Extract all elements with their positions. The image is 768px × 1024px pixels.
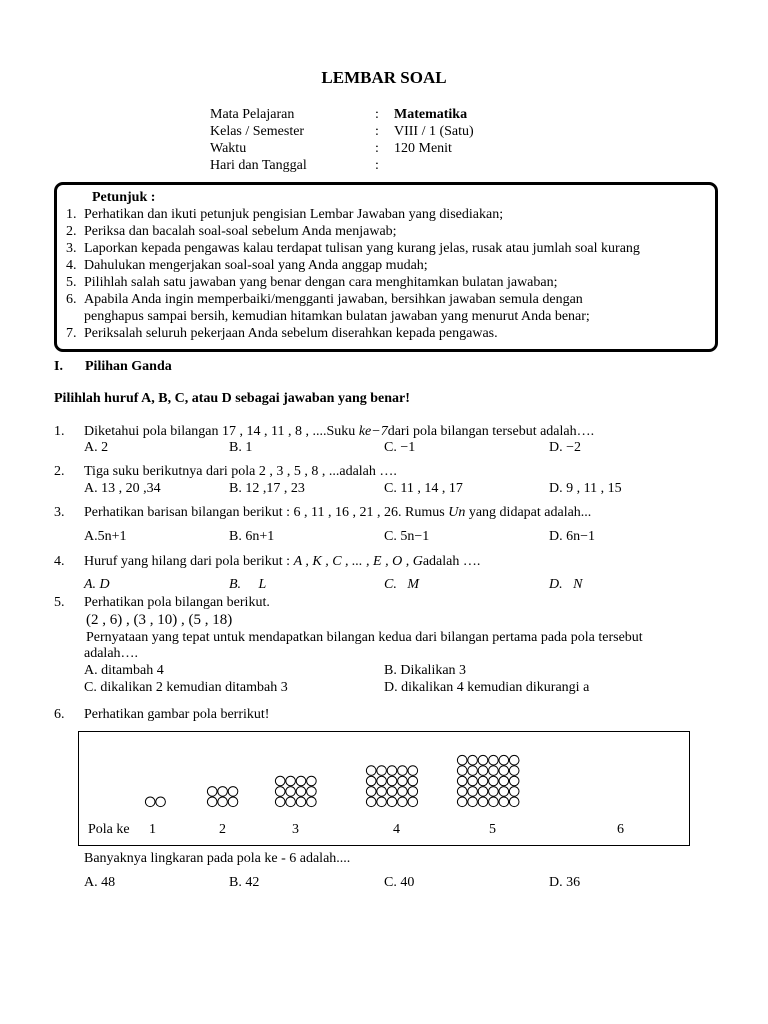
header-label: Hari dan Tanggal — [210, 158, 307, 173]
instruction-item — [66, 206, 503, 223]
q6-question: Banyaknya lingkaran pada pola ke - 6 adalah.... — [84, 851, 351, 866]
instruction-text: Laporkan kepada pengawas kalau terdapat tulisan yang kurang jelas, rusak atau jumlah soal kurang — [84, 241, 640, 256]
instruction-item — [66, 257, 428, 274]
pattern-circle — [207, 787, 217, 797]
pattern-circle — [366, 776, 376, 786]
pattern-circle — [377, 787, 387, 797]
option-d: D. dikalikan 4 kemudian dikurangi a — [384, 680, 590, 695]
pattern-circle — [398, 787, 408, 797]
option-d: D. 36 — [549, 875, 581, 890]
instruction-num: 1. — [66, 207, 77, 222]
instruction-item — [66, 223, 397, 240]
pattern-circle — [366, 766, 376, 776]
figure-label: Pola ke — [88, 822, 130, 837]
pattern-circle — [478, 787, 488, 797]
question-number: 6. — [54, 707, 65, 722]
circle-pattern-3 — [275, 776, 316, 806]
pattern-circle — [296, 776, 306, 786]
instruction-item — [66, 274, 558, 291]
pattern-circle — [377, 797, 387, 807]
option-a: A. 48 — [84, 875, 116, 890]
pattern-circle — [509, 755, 519, 765]
directive: Pilihlah huruf A, B, C, atau D sebagai jawaban yang benar! — [54, 391, 410, 406]
instruction-num: 5. — [66, 275, 77, 290]
pattern-circle — [509, 776, 519, 786]
pattern-circle — [207, 797, 217, 807]
option-a: A. 13 , 20 ,34 — [84, 481, 161, 496]
question-number: 1. — [54, 424, 65, 439]
option-c: C. 40 — [384, 875, 415, 890]
pattern-circle — [307, 797, 317, 807]
option-a: A. D — [84, 577, 110, 592]
pattern-circle — [457, 797, 467, 807]
pattern-circle — [468, 755, 478, 765]
figure-number: 6 — [617, 822, 624, 837]
figure-number: 5 — [489, 822, 496, 837]
q5-statement: Pernyataan yang tepat untuk mendapatkan bilangan kedua dari bilangan pertama pada pola tersebut — [86, 630, 643, 645]
pattern-circle — [286, 787, 296, 797]
header-label: Kelas / Semester — [210, 124, 305, 139]
pattern-circle — [408, 797, 418, 807]
pattern-circle — [218, 797, 228, 807]
header-value-time: 120 Menit — [394, 141, 452, 156]
instruction-num: 3. — [66, 241, 77, 256]
option-a: A. 2 — [84, 440, 109, 455]
instruction-text: Pilihlah salah satu jawaban yang benar dengan cara menghitamkan bulatan jawaban; — [84, 275, 558, 290]
instruction-item — [66, 291, 583, 308]
q1-post: dari pola bilangan tersebut adalah…. — [387, 424, 595, 439]
pattern-circle — [387, 797, 397, 807]
option-d: D. 9 , 11 , 15 — [549, 481, 622, 496]
header-sep: : — [375, 107, 379, 122]
question-3-text — [84, 504, 591, 521]
pattern-circle — [499, 787, 509, 797]
figure-number: 2 — [219, 822, 226, 837]
option-b: B. 1 — [229, 440, 253, 455]
header-label: Mata Pelajaran — [210, 107, 295, 122]
pattern-circle — [275, 797, 285, 807]
instruction-num: 7. — [66, 326, 77, 341]
instruction-text-cont: penghapus sampai bersih, kemudian hitamkan bulatan jawaban yang menurut Anda benar; — [84, 309, 590, 324]
pattern-circle — [457, 766, 467, 776]
q1-mid: Suku — [326, 424, 356, 439]
question-2-text: Tiga suku berikutnya dari pola 2 , 3 , 5 , 8 , ...adalah …. — [84, 464, 397, 479]
option-d: D. N — [549, 577, 583, 592]
pattern-circle — [499, 766, 509, 776]
pattern-circle — [509, 766, 519, 776]
pattern-circle — [398, 766, 408, 776]
instruction-num: 4. — [66, 258, 77, 273]
pattern-circle — [307, 776, 317, 786]
pattern-circle — [489, 776, 499, 786]
instruction-num: 2. — [66, 224, 77, 239]
pattern-circle — [457, 776, 467, 786]
pattern-circle — [489, 755, 499, 765]
pattern-circle — [489, 787, 499, 797]
instruction-item — [66, 240, 640, 257]
pattern-circle — [457, 755, 467, 765]
instruction-text: Dahulukan mengerjakan soal-soal yang Anda anggap mudah; — [84, 258, 428, 273]
circle-pattern-2 — [207, 787, 237, 807]
q3-var: Un — [448, 505, 466, 520]
question-number: 5. — [54, 595, 65, 610]
pattern-circle — [468, 787, 478, 797]
q1-pre: Diketahui pola bilangan — [84, 424, 219, 439]
option-c: C. 11 , 14 , 17 — [384, 481, 463, 496]
pattern-circle — [478, 797, 488, 807]
instruction-text: Periksalah seluruh pekerjaan Anda sebelum diserahkan kepada pengawas. — [84, 326, 498, 341]
pattern-circle — [457, 787, 467, 797]
pattern-circle — [468, 797, 478, 807]
pattern-circle — [468, 776, 478, 786]
instruction-text: Perhatikan dan ikuti petunjuk pengisian Lembar Jawaban yang disediakan; — [84, 207, 504, 222]
header-sep: : — [375, 141, 379, 156]
pattern-circle — [387, 787, 397, 797]
pattern-circle — [478, 766, 488, 776]
circle-patterns — [79, 732, 689, 845]
option-d: D. −2 — [549, 440, 582, 455]
q4-seq: A , K , C , ... , E , O , G — [293, 554, 423, 569]
page-title: LEMBAR SOAL — [321, 68, 447, 87]
section-num: I. — [54, 359, 63, 374]
header-sep: : — [375, 158, 379, 173]
option-c: C. −1 — [384, 440, 416, 455]
option-c: C. M — [384, 577, 419, 592]
pattern-circle — [366, 797, 376, 807]
header-value-class: VIII / 1 (Satu) — [394, 124, 474, 139]
q4-post: adalah …. — [422, 554, 481, 569]
section-title: Pilihan Ganda — [85, 359, 172, 374]
pattern-circle — [366, 787, 376, 797]
option-d: D. 6n−1 — [549, 529, 596, 544]
pattern-circle — [509, 787, 519, 797]
q1-term: ke−7 — [358, 424, 388, 439]
instruction-text: Apabila Anda ingin memperbaiki/mengganti jawaban, bersihkan jawaban semula dengan — [84, 292, 583, 307]
question-number: 4. — [54, 554, 65, 569]
q4-pre: Huruf yang hilang dari pola berikut : — [84, 554, 291, 569]
option-a: A.5n+1 — [84, 529, 127, 544]
pattern-circle — [468, 766, 478, 776]
question-number: 3. — [54, 505, 65, 520]
pattern-circle — [509, 797, 519, 807]
q5-pairs: (2 , 6) , (3 , 10) , (5 , 18) — [86, 612, 233, 628]
option-a: A. ditambah 4 — [84, 663, 164, 678]
pattern-circle — [478, 776, 488, 786]
option-b: B. Dikalikan 3 — [384, 663, 467, 678]
option-b: B. L — [229, 577, 267, 592]
question-4-text — [84, 553, 480, 570]
option-b: B. 12 ,17 , 23 — [229, 481, 305, 496]
pattern-circle — [499, 797, 509, 807]
figure-number: 1 — [149, 822, 156, 837]
instruction-text: Periksa dan bacalah soal-soal sebelum Anda menjawab; — [84, 224, 397, 239]
pattern-circle — [499, 776, 509, 786]
pattern-circle — [296, 797, 306, 807]
option-c: C. 5n−1 — [384, 529, 430, 544]
figure-number: 3 — [292, 822, 299, 837]
question-6-text: Perhatikan gambar pola berrikut! — [84, 707, 270, 722]
pattern-circle — [398, 797, 408, 807]
pattern-circle — [156, 797, 166, 807]
circle-pattern-figure — [78, 731, 690, 846]
pattern-circle — [489, 797, 499, 807]
q1-seq: 17 , 14 , 11 , 8 , .... — [222, 424, 327, 439]
pattern-circle — [275, 787, 285, 797]
pattern-circle — [145, 797, 155, 807]
pattern-circle — [307, 787, 317, 797]
instruction-item — [66, 325, 498, 342]
header-label: Waktu — [210, 141, 247, 156]
pattern-circle — [228, 787, 238, 797]
pattern-circle — [228, 797, 238, 807]
pattern-circle — [275, 776, 285, 786]
pattern-circle — [286, 776, 296, 786]
pattern-circle — [489, 766, 499, 776]
circle-pattern-4 — [366, 766, 417, 807]
pattern-circle — [377, 766, 387, 776]
header-value-subject: Matematika — [394, 107, 468, 122]
pattern-circle — [398, 776, 408, 786]
instructions-title: Petunjuk : — [92, 190, 156, 205]
pattern-circle — [408, 766, 418, 776]
instruction-num: 6. — [66, 292, 77, 307]
question-1-text — [84, 423, 594, 440]
question-5-text: Perhatikan pola bilangan berikut. — [84, 595, 270, 610]
circle-pattern-1 — [145, 797, 165, 807]
pattern-circle — [408, 776, 418, 786]
option-c: C. dikalikan 2 kemudian ditambah 3 — [84, 680, 288, 695]
q5-statement-cont: adalah…. — [84, 646, 139, 661]
figure-number: 4 — [393, 822, 400, 837]
pattern-circle — [408, 787, 418, 797]
pattern-circle — [218, 787, 228, 797]
option-b: B. 42 — [229, 875, 260, 890]
q3-pre: Perhatikan barisan bilangan berikut : 6 , 11 , 16 , 21 , 26. Rumus — [84, 505, 445, 520]
circle-pattern-5 — [457, 755, 519, 806]
pattern-circle — [387, 766, 397, 776]
option-b: B. 6n+1 — [229, 529, 275, 544]
question-number: 2. — [54, 464, 65, 479]
q3-post: yang didapat adalah... — [468, 505, 592, 520]
pattern-circle — [478, 755, 488, 765]
pattern-circle — [286, 797, 296, 807]
pattern-circle — [377, 776, 387, 786]
pattern-circle — [499, 755, 509, 765]
pattern-circle — [296, 787, 306, 797]
pattern-circle — [387, 776, 397, 786]
header-sep: : — [375, 124, 379, 139]
